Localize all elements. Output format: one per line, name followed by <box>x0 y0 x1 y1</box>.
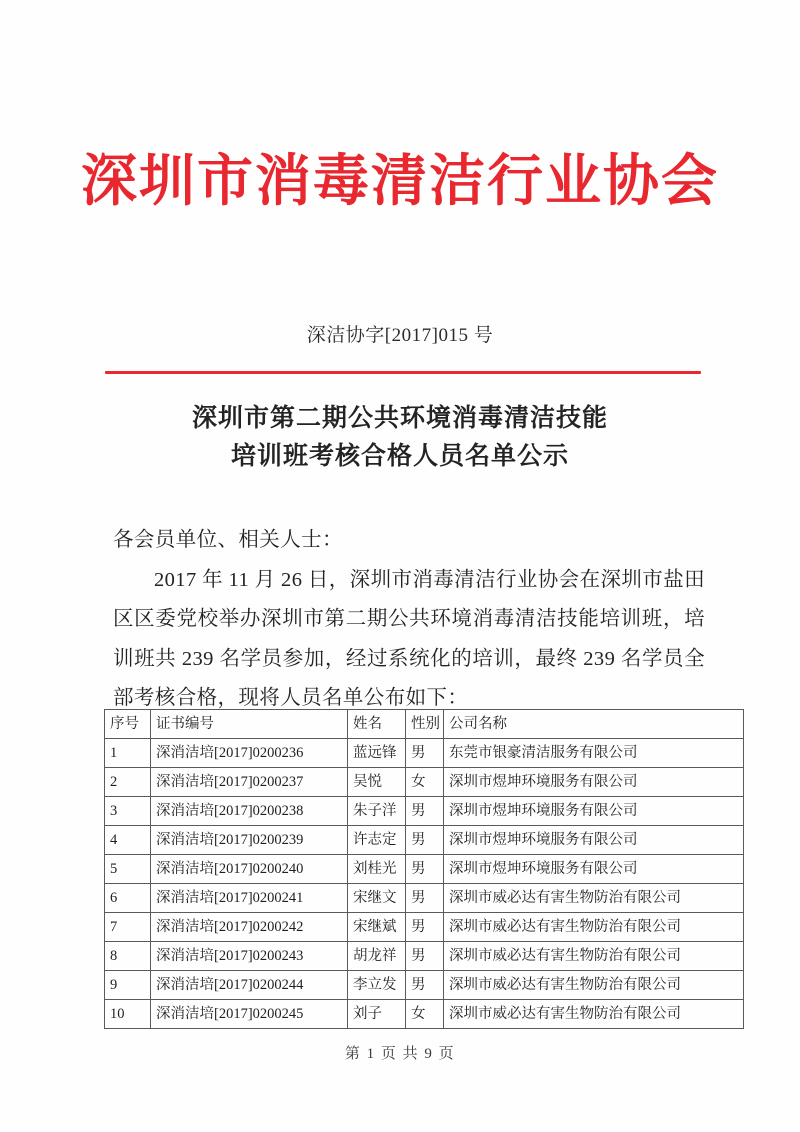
table-cell: 刘桂光 <box>348 855 406 884</box>
table-cell: 宋继斌 <box>348 913 406 942</box>
table-row <box>105 739 744 768</box>
table-cell: 深消洁培[2017]0200242 <box>151 913 348 942</box>
table-cell: 6 <box>105 884 151 913</box>
table-cell: 东莞市银豪清洁服务有限公司 <box>444 739 744 768</box>
document-number: 深洁协字[2017]015 号 <box>306 325 494 346</box>
table-cell: 深消洁培[2017]0200237 <box>151 768 348 797</box>
table-cell: 男 <box>406 739 444 768</box>
table-cell: 深消洁培[2017]0200240 <box>151 855 348 884</box>
table-cell: 深消洁培[2017]0200238 <box>151 797 348 826</box>
table-cell: 5 <box>105 855 151 884</box>
table-cell: 李立发 <box>348 971 406 1000</box>
document-title-line-2: 培训班考核合格人员名单公示 <box>230 442 569 470</box>
letterhead <box>0 150 800 213</box>
table-row <box>105 855 744 884</box>
table-row <box>105 913 744 942</box>
table-header-cell-1: 证书编号 <box>151 710 348 739</box>
table-cell: 胡龙祥 <box>348 942 406 971</box>
roster-table <box>104 709 744 1029</box>
table-cell: 吴悦 <box>348 768 406 797</box>
table-cell: 男 <box>406 913 444 942</box>
table-header-cell-0: 序号 <box>105 710 151 739</box>
table-cell: 女 <box>406 768 444 797</box>
table-cell: 深消洁培[2017]0200245 <box>151 1000 348 1029</box>
table-cell: 10 <box>105 1000 151 1029</box>
table-row <box>105 971 744 1000</box>
table-cell: 7 <box>105 913 151 942</box>
table-row <box>105 826 744 855</box>
body-text <box>113 521 705 719</box>
table-cell: 深圳市煜坤环境服务有限公司 <box>444 855 744 884</box>
page-footer: 第 1 页 共 9 页 <box>344 1046 456 1062</box>
table-header-row <box>105 710 744 739</box>
table-cell: 深消洁培[2017]0200239 <box>151 826 348 855</box>
table-cell: 深圳市威必达有害生物防治有限公司 <box>444 913 744 942</box>
salutation: 各会员单位、相关人士： <box>113 529 343 551</box>
table-cell: 深圳市威必达有害生物防治有限公司 <box>444 942 744 971</box>
table-cell: 深圳市煜坤环境服务有限公司 <box>444 826 744 855</box>
table-header-cell-2: 姓名 <box>348 710 406 739</box>
table-cell: 男 <box>406 826 444 855</box>
table-cell: 深圳市威必达有害生物防治有限公司 <box>444 971 744 1000</box>
table-row <box>105 768 744 797</box>
table-cell: 深圳市威必达有害生物防治有限公司 <box>444 884 744 913</box>
table-cell: 9 <box>105 971 151 1000</box>
table-cell: 深圳市煜坤环境服务有限公司 <box>444 797 744 826</box>
table-cell: 宋继文 <box>348 884 406 913</box>
table-header-cell-4: 公司名称 <box>444 710 744 739</box>
table-row <box>105 942 744 971</box>
table-cell: 3 <box>105 797 151 826</box>
table-cell: 深消洁培[2017]0200236 <box>151 739 348 768</box>
table-cell: 朱子洋 <box>348 797 406 826</box>
table-cell: 2 <box>105 768 151 797</box>
table-row <box>105 797 744 826</box>
table-cell: 深消洁培[2017]0200244 <box>151 971 348 1000</box>
red-divider-rule <box>105 371 701 374</box>
table-cell: 深消洁培[2017]0200243 <box>151 942 348 971</box>
table-cell: 男 <box>406 855 444 884</box>
table-cell: 深消洁培[2017]0200241 <box>151 884 348 913</box>
table-cell: 许志定 <box>348 826 406 855</box>
document-title-line-1: 深圳市第二期公共环境消毒清洁技能 <box>191 404 608 432</box>
table-row <box>105 1000 744 1029</box>
table-cell: 男 <box>406 797 444 826</box>
table-cell: 蓝远锋 <box>348 739 406 768</box>
table-cell: 1 <box>105 739 151 768</box>
table-header-cell-3: 性别 <box>406 710 444 739</box>
table-cell: 男 <box>406 942 444 971</box>
table-cell: 男 <box>406 971 444 1000</box>
body-paragraph: 2017 年 11 月 26 日，深圳市消毒清洁行业协会在深圳市盐田区区委党校举办深圳市第二期公共环境消毒清洁技能培训班，培训班共 239 名学员参加，经过系统化的培训，最终 239 名学员全部考核合格，现将人员名单公布如下： <box>113 568 705 710</box>
organization-title: 深圳市消毒清洁行业协会 <box>81 149 719 212</box>
table-cell: 女 <box>406 1000 444 1029</box>
table-cell: 深圳市威必达有害生物防治有限公司 <box>444 1000 744 1029</box>
table-cell: 深圳市煜坤环境服务有限公司 <box>444 768 744 797</box>
table-cell: 4 <box>105 826 151 855</box>
document-title <box>0 399 800 475</box>
table-cell: 刘子 <box>348 1000 406 1029</box>
roster-table-container <box>104 709 743 1029</box>
table-row <box>105 884 744 913</box>
table-cell: 男 <box>406 884 444 913</box>
table-cell: 8 <box>105 942 151 971</box>
